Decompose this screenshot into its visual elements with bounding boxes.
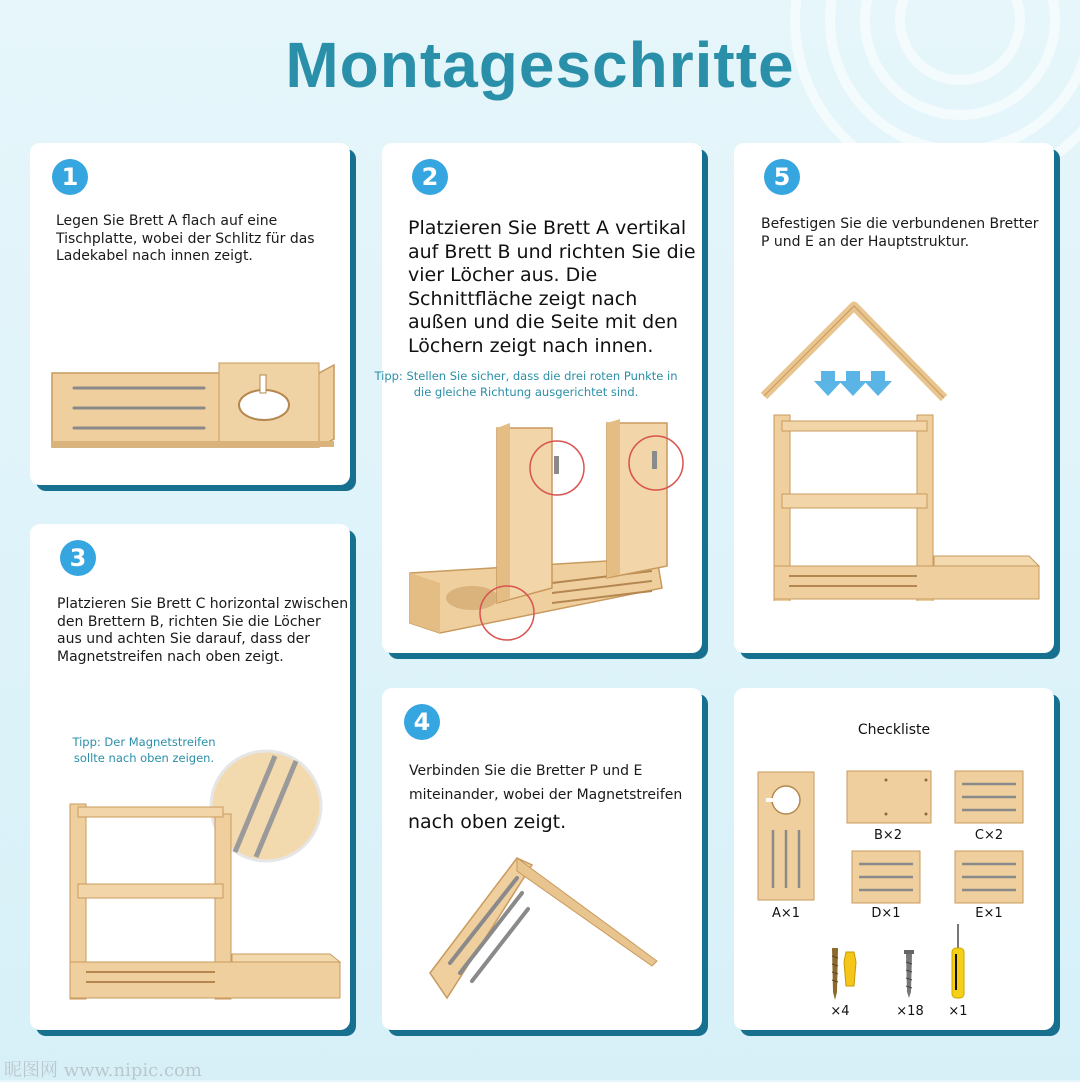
screw-and-anchor-icon (824, 946, 864, 1002)
step-2-text: Platzieren Sie Brett A vertikal auf Brett B und richten Sie die vier Löcher aus. Die Schnittfläche zeigt nach außen und die Seite mit den Löchern zeigt nach innen. (408, 217, 696, 357)
step-2-badge: 2 (412, 159, 448, 195)
screw-count: ×18 (896, 1004, 924, 1019)
part-c-icon (954, 770, 1024, 824)
board-a-flat-illustration (44, 353, 344, 463)
checklist-title: Checkliste (857, 722, 931, 738)
step-3-card (30, 524, 350, 1030)
part-a-label: A×1 (771, 906, 801, 921)
step-1-card (30, 143, 350, 485)
step-1-badge: 1 (52, 159, 88, 195)
step-4-card (382, 688, 702, 1030)
part-d-icon (851, 850, 921, 904)
step-5-text: Befestigen Sie die verbundenen Bretter P und E an der Hauptstruktur. (761, 216, 1039, 250)
shelf-c-illustration (60, 744, 350, 1004)
attach-roof-illustration (759, 301, 1049, 601)
step-4-text-line-2: miteinander, wobei der Magnetstreifen (409, 787, 683, 803)
step-2-card (374, 143, 702, 653)
step-2-tip: Tipp: Stellen Sie sicher, dass die drei roten Punkte in die gleiche Richtung ausgerichtet sind. (374, 369, 678, 399)
screwdriver-icon (948, 924, 968, 1004)
screw-icon (899, 950, 919, 1000)
part-c-label: C×2 (974, 828, 1004, 843)
step-4-text-line-1: Verbinden Sie die Bretter P und E (409, 763, 643, 779)
part-d-label: D×1 (871, 906, 901, 921)
step-5-card (734, 143, 1054, 653)
part-e-icon (954, 850, 1024, 904)
step-4-text-line-3: nach oben zeigt. (408, 811, 567, 833)
step-3-tip: Tipp: Der Magnetstreifen sollte nach oben zeigen. (72, 735, 216, 765)
step-4-badge: 4 (404, 704, 440, 740)
boards-p-e-illustration (422, 853, 662, 1023)
step-3-text: Platzieren Sie Brett C horizontal zwischen den Brettern B, richten Sie die Löcher aus und achten Sie darauf, dass der Magnetstreifen nach oben zeigt. (57, 596, 349, 665)
step-3-badge: 3 (60, 540, 96, 576)
step-1-text: Legen Sie Brett A flach auf eine Tischplatte, wobei der Schlitz für das Ladekabel nach innen zeigt. (56, 213, 315, 264)
part-a-icon (756, 770, 816, 902)
anchor-count: ×4 (830, 1004, 850, 1019)
part-e-label: E×1 (975, 906, 1003, 921)
page-title: Montageschritte (285, 29, 795, 101)
part-b-icon (846, 770, 932, 824)
part-b-label: B×2 (873, 828, 903, 843)
watermark: 昵图网 www.nipic.com (4, 1060, 202, 1081)
board-a-vertical-illustration (402, 418, 692, 643)
screwdriver-count: ×1 (948, 1004, 968, 1019)
checklist-card (734, 688, 1054, 1030)
step-5-badge: 5 (764, 159, 800, 195)
